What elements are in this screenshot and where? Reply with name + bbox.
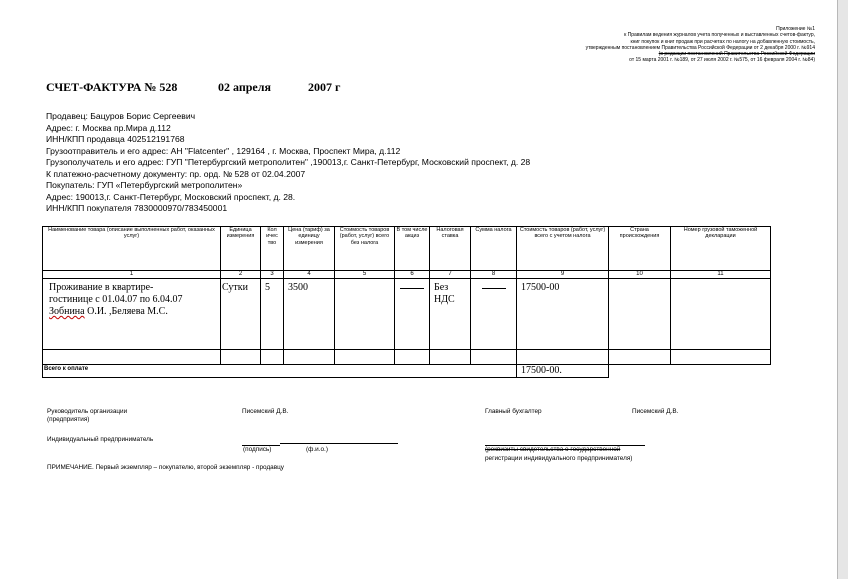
item-qty: 5 [261, 279, 284, 350]
seller: Продавец: Бацуров Борис Сергеевич [46, 111, 196, 121]
fio-caption: (ф.и.о.) [306, 446, 328, 453]
item-excise [395, 279, 430, 350]
appendix-line: к Правилам ведения журналов учета полученных и выставленных счетов-фактур, [624, 32, 815, 39]
invoice-year: 2007 г [308, 80, 341, 94]
cert-caption-line: регистрации индивидуального предпринимателя) [485, 455, 633, 462]
item-guest-rest: О.И. ,Беляева М.С. [84, 306, 168, 317]
header-cell: Стоимость товаров (работ, услуг) всего без налога [335, 227, 395, 271]
dash-mark [482, 288, 506, 289]
header-cell: Страна происхождения [609, 227, 671, 271]
table-header-row [43, 227, 771, 271]
item-name-cell [43, 279, 221, 350]
table-row [43, 279, 771, 350]
empty-cell [609, 365, 771, 378]
column-number: 1 [43, 271, 221, 279]
seller-address: Адрес: г. Москва пр.Мира д.112 [46, 122, 171, 133]
tax-rate-line: НДС [434, 294, 455, 305]
appendix-line: (в редакции постановлений Правительства Российской Федерации [658, 51, 815, 58]
header-cell: Единица измерения [221, 227, 261, 271]
column-number: 2 [221, 271, 261, 279]
column-number: 6 [395, 271, 430, 279]
item-cost-no-tax [335, 279, 395, 350]
item-customs-declaration [671, 279, 771, 350]
empty-cell [430, 350, 471, 365]
appendix-line: утвержденным постановлением Правительства Российской Федерации от 2 декабря 2000 г. №914 [585, 44, 815, 51]
fio-line [280, 443, 398, 444]
column-number: 4 [284, 271, 335, 279]
appendix-line: от 15 марта 2001 г. №189, от 27 июля 2002 г. №575, от 16 февраля 2004 г. №84) [629, 57, 815, 64]
empty-cell [43, 350, 221, 365]
item-name-line: гостинице с 01.04.07 по 6.04.07 [49, 294, 183, 305]
item-unit: Сутки [221, 279, 261, 350]
appendix-line: книг покупок и книг продаж при расчетах по налогу на добавленную стоимость, [630, 38, 815, 45]
cert-caption-line: (реквизиты свидетельства о государственной [485, 446, 621, 453]
item-total-with-tax: 17500-00 [517, 279, 609, 350]
header-cell: Кол ичес тво [261, 227, 284, 271]
item-tax-rate [430, 279, 471, 350]
total-row [43, 365, 771, 378]
head-label [47, 408, 127, 424]
accountant-name: Писемский Д.В. [632, 408, 679, 415]
total-value: 17500-00. [517, 365, 609, 378]
item-name-line: Проживание в квартире- [49, 282, 154, 293]
appendix-line: Приложение №1 [776, 26, 815, 32]
consignee: Грузополучатель и его адрес: ГУП "Петербургский метрополитен" ,190013,г. Санкт-Петербург, Московский проспект, д. 28 [46, 157, 531, 167]
column-number: 5 [335, 271, 395, 279]
header-cell: Стоимость товаров (работ, услуг) всего с учетом налога [517, 227, 609, 271]
column-number: 9 [517, 271, 609, 279]
buyer-inn: ИНН/КПП покупателя 7830000970/783450001 [46, 203, 228, 213]
payment-document: К платежно-расчетному документу: пр. орд. № 528 от 02.04.2007 [46, 168, 306, 179]
cert-caption [485, 445, 632, 463]
header-cell: Наименование товара (описание выполненных работ, оказанных услуг) [43, 227, 221, 271]
column-number: 7 [430, 271, 471, 279]
shipper: Грузоотправитель и его адрес: АН "Flatcenter" , 129164 , г. Москва, Проспект Мира, д.112 [46, 145, 401, 156]
appendix-note [525, 26, 815, 64]
buyer-address: Адрес: 190013,г. Санкт-Петербург, Московский проспект, д. 28. [46, 191, 296, 202]
signature-caption: (подпись) [243, 446, 272, 453]
accountant-label: Главный бухгалтер [485, 408, 542, 415]
item-guest-surname: Зобнина [49, 306, 85, 317]
table-row [43, 350, 771, 365]
empty-cell [671, 350, 771, 365]
empty-cell [284, 350, 335, 365]
column-number: 3 [261, 271, 284, 279]
empty-cell [517, 350, 609, 365]
seller-inn: ИНН/КПП продавца 402512191768 [46, 134, 185, 144]
footnote: ПРИМЕЧАНИЕ. Первый экземпляр – покупателю, второй экземпляр - продавцу [47, 464, 284, 471]
head-name: Писемский Д.В. [242, 408, 289, 415]
invoice-date: 02 апреля [218, 80, 271, 94]
total-label: Всего к оплате [43, 365, 517, 378]
head-label-line: (предприятия) [47, 416, 90, 424]
buyer: Покупатель: ГУП «Петербургский метрополитен» [46, 180, 243, 190]
column-number: 8 [471, 271, 517, 279]
item-tax-amount [471, 279, 517, 350]
empty-cell [261, 350, 284, 365]
header-cell: Номер грузовой таможенной декларации [671, 227, 771, 271]
entrepreneur-label: Индивидуальный предприниматель [47, 436, 154, 443]
empty-cell [471, 350, 517, 365]
header-cell: Цена (тариф) за единицу измерения [284, 227, 335, 271]
dash-mark [400, 288, 424, 289]
header-cell: Сумма налога [471, 227, 517, 271]
header-cell: Налоговая ставка [430, 227, 471, 271]
column-number: 10 [609, 271, 671, 279]
head-label-line: Руководитель организации [47, 408, 128, 415]
header-cell: В том числе акциз [395, 227, 430, 271]
tax-rate-line: Без [434, 282, 449, 293]
item-country [609, 279, 671, 350]
empty-cell [221, 350, 261, 365]
item-price: 3500 [284, 279, 335, 350]
invoice-table [42, 226, 771, 378]
item-name-line [49, 306, 219, 318]
empty-cell [609, 350, 671, 365]
invoice-number: СЧЕТ-ФАКТУРА № 528 [46, 80, 178, 94]
empty-cell [335, 350, 395, 365]
party-info [46, 111, 530, 215]
empty-cell [395, 350, 430, 365]
window-scroll-strip [838, 0, 848, 579]
column-number: 11 [671, 271, 771, 279]
column-number-row [43, 271, 771, 279]
